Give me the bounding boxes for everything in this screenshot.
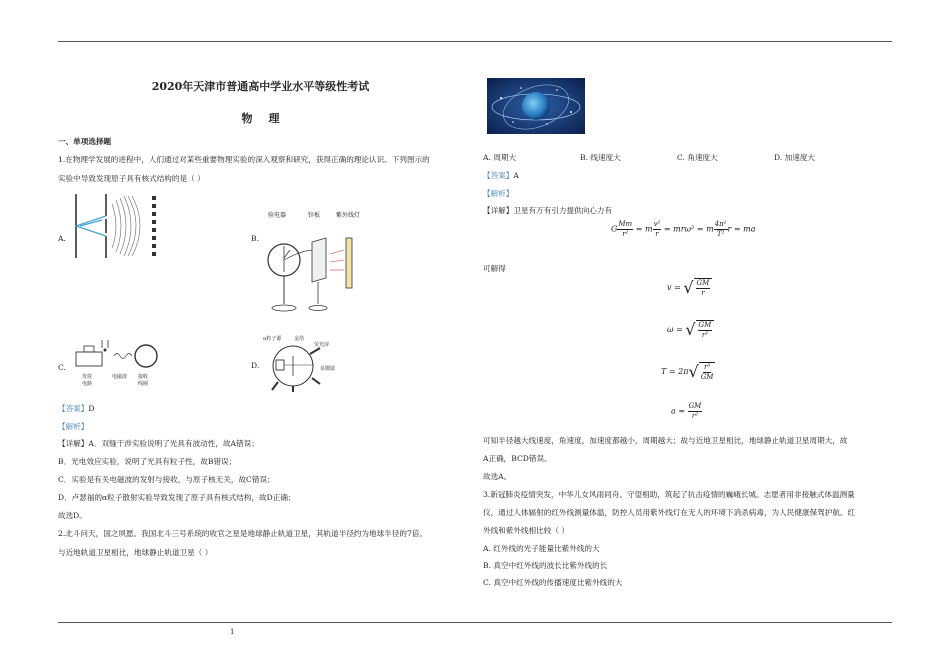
q1-text-line1: 1.在物理学发展的进程中，人们通过对某些重要物理实验的深入观察和研究，获得正确的理论认识。下列图示的 xyxy=(58,155,430,164)
q2-option-c: C. 角速度大 xyxy=(677,153,718,162)
q1-detail-tag: 【详解】 xyxy=(58,439,89,448)
fig-d-source-label: α粒子源 xyxy=(263,336,282,342)
q1-analysis-tag: 【解析】 xyxy=(58,422,89,431)
fig-c-circuit-label: 电路 xyxy=(82,381,93,387)
rutherford-figure xyxy=(262,340,324,392)
fig-c-recv-label: 接收 xyxy=(138,374,149,380)
q2-answer xyxy=(483,171,519,180)
q2-analysis-tag: 【解析】 xyxy=(483,189,514,198)
q2-detail-tag: 【详解】 xyxy=(483,206,514,215)
satellite-orbit-image xyxy=(487,78,585,134)
section-heading: 一、单项选择题 xyxy=(58,137,112,146)
gravitation-formula: G $\frac{Mm}{\text{r²}}$ = m $\frac{\text{v²}}{r}$ = mrω² = m $\frac{\text{4π²}}{\text{T²}}$ r = ma xyxy=(611,220,756,238)
q2-answer-tag: 【答案】 xyxy=(483,171,514,180)
velocity-formula: v = √ $\frac{GM}{r}$ xyxy=(667,278,712,298)
q2-option-a: A. 周期大 xyxy=(483,153,517,162)
double-slit-figure xyxy=(68,190,158,262)
q1-answer-value: D xyxy=(88,404,95,413)
q1-text-line2: 实验中导致发现原子具有核式结构的是（ ） xyxy=(58,174,205,183)
fig-b-label: B. xyxy=(251,234,259,243)
q3-text-line1: 3.新冠肺炎疫情突发，中华儿女风雨同舟、守望相助，筑起了抗击疫情的巍峨长城。志愿者用非接触式体温测量 xyxy=(483,490,855,499)
exam-title: 2020年天津市普通高中学业水平等级性考试 xyxy=(151,80,370,93)
q2-text-line2: 与近地轨道卫星相比，地球静止轨道卫星（ ） xyxy=(58,548,213,557)
bottom-rule xyxy=(58,622,892,623)
subject-title: 物理 xyxy=(241,112,296,125)
acceleration-formula: a = $\frac{GM}{\text{r²}}$ xyxy=(671,402,702,420)
q2-text-line1: 2.北斗问天，国之夙愿。我国北斗三号系统的收官之星是地球静止轨道卫星，其轨道半径约为地球半径的7倍。 xyxy=(58,529,427,538)
q3-text-line2: 仪，通过人体辐射的红外线测量体温，防控人员用紫外线灯在无人的环境下消杀病毒，为人民健康保驾护航。红 xyxy=(483,508,856,517)
page-number: 1 xyxy=(230,628,235,636)
q2-conclusion-line2: A正确，BCD错误。 xyxy=(483,454,552,463)
fig-c-label: C. xyxy=(58,363,66,372)
q1-detail-d: D．卢瑟福的α粒子散射实验导致发现了原子具有核式结构，故D正确； xyxy=(58,493,296,502)
fig-c-ring-label: 线圈 xyxy=(138,381,149,387)
q1-conclusion: 故选D。 xyxy=(58,511,87,520)
q1-detail-b: B．光电效应实验，说明了光具有粒子性，故B错误； xyxy=(58,457,237,466)
q1-detail-line1 xyxy=(58,439,259,448)
fig-b-detector-label: 验电器 xyxy=(268,212,287,219)
q3-option-c: C. 真空中红外线的传播速度比紫外线的大 xyxy=(483,578,623,587)
photoelectric-figure xyxy=(262,220,362,318)
top-rule xyxy=(58,41,892,42)
fig-a-label: A. xyxy=(58,234,66,243)
q2-conclusion-line1: 可知半径越大线速度，角速度，加速度都越小，周期越大；故与近地卫星相比，地球静止轨道卫星周期大，故 xyxy=(483,436,848,445)
q1-answer xyxy=(58,404,94,413)
fig-b-lamp-label: 紫外线灯 xyxy=(336,212,361,219)
q3-option-b: B. 真空中红外线的波长比紫外线的长 xyxy=(483,561,608,570)
angular-velocity-formula: ω = √ $\frac{GM}{\text{r³}}$ xyxy=(667,320,714,340)
fig-c-send-label: 发射 xyxy=(82,374,93,380)
fig-b-plate-label: 锌板 xyxy=(308,212,321,219)
fig-d-foil-label: 金箔 xyxy=(294,336,305,342)
fig-c-wave-label: 电磁波 xyxy=(112,374,128,380)
fig-d-scope-label: 显微镜 xyxy=(320,366,336,372)
q1-answer-tag: 【答案】 xyxy=(58,404,89,413)
q2-option-b: B. 线速度大 xyxy=(580,153,621,162)
q3-option-a: A. 红外线的光子能量比紫外线的大 xyxy=(483,544,600,553)
q2-detail-text: 卫星有万有引力提供向心力有 xyxy=(513,206,613,215)
q3-text-line3: 外线和紫外线相比较（ ） xyxy=(483,526,569,535)
em-wave-figure xyxy=(70,338,162,374)
q2-detail-line xyxy=(483,206,612,215)
q1-detail-c: C．实验是有关电磁波的发射与接收，与原子核无关，故C错误； xyxy=(58,475,275,484)
solve-text: 可解得 xyxy=(483,264,506,273)
fig-d-label: D. xyxy=(251,361,260,370)
q2-answer-value: A xyxy=(513,171,519,180)
q1-detail-a: A．双缝干涉实验说明了光具有波动性，故A错误； xyxy=(88,439,259,448)
period-formula: T = 2π √ $\frac{\text{r³}}{GM}$ xyxy=(661,361,714,381)
fig-d-screen-label: 荧光屏 xyxy=(314,342,330,348)
q2-option-d: D. 加速度大 xyxy=(774,153,816,162)
q2-conclusion-line3: 故选A。 xyxy=(483,472,512,481)
